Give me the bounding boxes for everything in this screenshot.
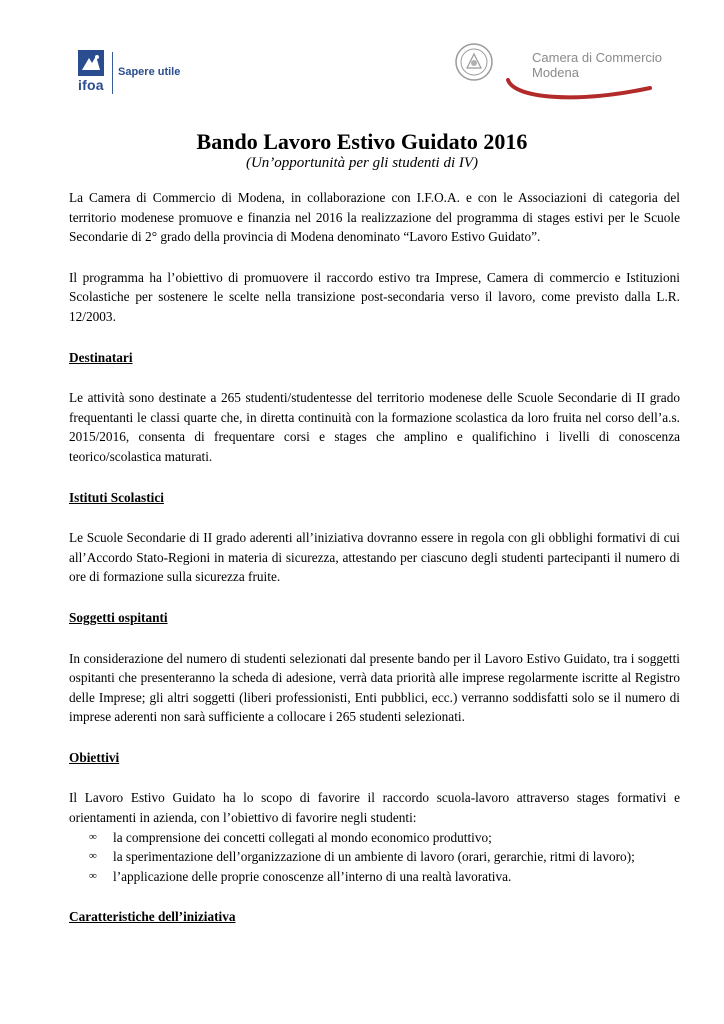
seal-icon [454,42,494,82]
ifoa-wordmark: ifoa [78,77,104,93]
list-item [69,828,680,848]
ifoa-logo [78,50,188,100]
infinity-bullet-icon: ∞ [89,869,97,882]
ifoa-tagline: Sapere utile [118,66,181,78]
heading-istituti: Istituti Scolastici [69,489,164,505]
destinatari-paragraph: Le attività sono destinate a 265 studenti/studentesse del territorio modenese delle Scuole Secondarie di II grado frequentanti le classi quarte che, in diretta continuità con la formazione scolastica da loro fruita nel corso dell’a.s. 2015/2016, consenta di frequentare corsi e stages che amplino e qualifichino i livelli di conoscenza teorico/scolastica maturati. [69,390,680,464]
obiettivi-list [69,828,680,887]
intro-paragraph-2: Il programma ha l’obiettivo di promuovere il raccordo estivo tra Imprese, Camera di commercio e Istituzioni Scolastiche per sostenere le scelte nella transizione post-secondaria verso il lavoro, come previsto dalla L.R. 12/2003. [69,269,680,324]
page-subtitle: (Un’opportunità per gli studenti di IV) [245,155,479,171]
cc-name-line1: Camera di Commercio [532,50,663,65]
page-title: Bando Lavoro Estivo Guidato 2016 [196,129,528,154]
intro-paragraph-1: La Camera di Commercio di Modena, in collaborazione con I.F.O.A. e con le Associazioni di categoria del territorio modenese promuove e finanzia nel 2016 la realizzazione del programma di stages estivi per le Scuole Secondarie di 2° grado della provincia di Modena denominato “Lavoro Estivo Guidato”. [69,190,680,245]
heading-caratteristiche: Caratteristiche dell’iniziativa [69,909,236,925]
istituti-paragraph: Le Scuole Secondarie di II grado aderenti all’iniziativa dovranno essere in regola con gli obblighi formativi di cui all’Accordo Stato-Regioni in materia di sicurezza, attestando per ciascuno degli studenti partecipanti il numero di ore di formazione sulla sicurezza fruite. [69,530,680,585]
infinity-bullet-icon: ∞ [89,830,97,843]
list-item [69,867,680,887]
infinity-bullet-icon: ∞ [89,850,97,863]
camera-commercio-logo [454,40,663,102]
list-item-text: la sperimentazione dell’organizzazione di un ambiente di lavoro (orari, gerarchie, ritmi di lavoro); [113,849,635,865]
list-item [69,847,680,867]
obiettivi-paragraph: Il Lavoro Estivo Guidato ha lo scopo di favorire il raccordo scuola-lavoro attraverso stages formativi e orientamenti in azienda, con l’obiettivo di favorire negli studenti: [69,790,680,826]
cc-name-line2: Modena [532,65,579,80]
soggetti-paragraph: In considerazione del numero di studenti selezionati dal presente bando per il Lavoro Estivo Guidato, tra i soggetti ospitanti che presenteranno la scheda di adesione, verrà data priorità alle imprese regolarmente iscritte al Registro delle Imprese; gli altri soggetti (liberi professionisti, Enti pubblici, ecc.) verranno soddisfatti solo se il numero di imprese aderenti non sarà sufficiente a collocare i 265 studenti selezionati. [69,650,680,725]
list-item-text: la comprensione dei concetti collegati al mondo economico produttivo; [113,829,492,845]
heading-obiettivi: Obiettivi [69,749,120,765]
heading-destinatari: Destinatari [69,349,133,365]
swoosh-icon [504,78,654,102]
document-body [69,188,680,927]
ifoa-mark-icon [78,50,104,76]
logo-divider [112,52,113,94]
heading-soggetti: Soggetti ospitanti [69,609,168,625]
list-item-text: l’applicazione delle proprie conoscenze all’interno di una realtà lavorativa. [113,868,512,884]
